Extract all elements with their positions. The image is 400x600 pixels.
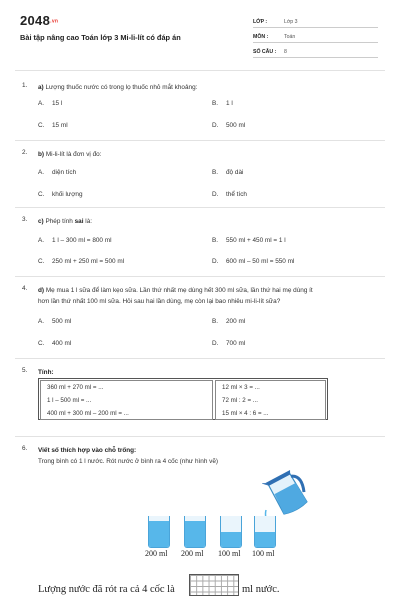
question-number: 6. (22, 445, 28, 452)
beaker-label: 100 ml (218, 549, 241, 558)
question-number: 3. (22, 216, 28, 223)
option-letter: B. (212, 100, 219, 107)
meta-row-class (253, 15, 378, 28)
option-b[interactable] (212, 318, 245, 325)
option-letter: C. (38, 191, 45, 198)
question-text (38, 285, 384, 307)
option-b[interactable] (212, 100, 233, 107)
question-desc: Trong bình có 1 l nước. Rót nước ở bình ra 4 cốc (như hình vẽ) (38, 458, 219, 465)
question-text (38, 445, 384, 467)
option-b[interactable] (212, 169, 243, 176)
question-title: Viết số thích hợp vào chỗ trống: (38, 447, 137, 454)
option-text: 15 l (52, 100, 63, 107)
option-text: thể tích (226, 191, 247, 198)
calculation-box (38, 378, 328, 420)
water-level (255, 532, 275, 548)
page-title: Bài tập nâng cao Toán lớp 3 Mi-li-lít có đáp án (20, 33, 181, 42)
question-text (38, 149, 384, 160)
option-text: 500 ml (52, 318, 72, 325)
answer-unit: ml nước. (242, 584, 280, 595)
option-letter: D. (212, 122, 219, 129)
water-level (149, 521, 169, 547)
calc-item: 1 l – 500 ml = ... (47, 397, 92, 404)
logo-main: 2048 (20, 13, 51, 28)
option-letter: A. (38, 237, 45, 244)
question-body-line2: hơn lần thứ nhất 100 ml sữa. Hỏi sau hai lần dùng, mẹ còn lại bao nhiêu mi-li-lít sữa? (38, 298, 281, 305)
divider (15, 276, 385, 277)
beaker-label: 100 ml (252, 549, 275, 558)
option-d[interactable] (212, 122, 245, 129)
divider (15, 207, 385, 208)
option-a[interactable] (38, 100, 62, 107)
option-letter: B. (212, 318, 219, 325)
question-number: 4. (22, 285, 28, 292)
question-body: Mi-li-lít là đơn vị đo: (45, 151, 102, 158)
option-b[interactable] (212, 237, 286, 244)
calc-item: 72 ml : 2 = ... (222, 397, 258, 404)
beaker-1 (148, 516, 170, 548)
option-c[interactable] (38, 122, 68, 129)
calc-item: 400 ml + 300 ml – 200 ml = ... (47, 410, 129, 417)
question-number: 5. (22, 367, 28, 374)
option-text: 500 ml (226, 122, 246, 129)
beaker-4 (254, 516, 276, 548)
option-text: diện tích (52, 169, 77, 176)
calc-item: 360 ml + 270 ml = ... (47, 384, 104, 391)
calc-item: 12 ml × 3 = ... (222, 384, 260, 391)
meta-key: SỐ CÂU : (253, 49, 277, 55)
option-text: 200 ml (226, 318, 246, 325)
logo-sub: .vn (50, 18, 59, 25)
option-a[interactable] (38, 169, 76, 176)
water-level (185, 521, 205, 547)
beaker-label: 200 ml (181, 549, 204, 558)
question-body: Phép tính (45, 218, 75, 225)
question-prefix: b) (38, 151, 45, 158)
beaker-label: 200 ml (145, 549, 168, 558)
meta-key: MÔN : (253, 34, 269, 40)
option-letter: A. (38, 169, 45, 176)
calc-column-left (40, 380, 213, 420)
option-letter: C. (38, 258, 45, 265)
option-text: 600 ml – 50 ml = 550 ml (226, 258, 295, 265)
option-d[interactable] (212, 258, 294, 265)
meta-row-count (253, 45, 378, 58)
answer-grid-box[interactable] (189, 574, 239, 596)
question-emphasis: sai (74, 218, 84, 225)
site-logo[interactable] (20, 13, 58, 28)
meta-value: 8 (284, 49, 287, 55)
meta-info (253, 15, 378, 60)
divider (15, 358, 385, 359)
water-level (221, 532, 241, 548)
option-text: khối lượng (52, 191, 83, 198)
option-letter: B. (212, 169, 219, 176)
option-letter: D. (212, 340, 219, 347)
option-c[interactable] (38, 340, 71, 347)
beaker-2 (184, 516, 206, 548)
meta-value: Toán (284, 34, 296, 40)
divider (15, 70, 385, 71)
divider (15, 140, 385, 141)
option-letter: D. (212, 191, 219, 198)
divider (15, 436, 385, 437)
option-c[interactable] (38, 191, 83, 198)
option-text: 15 ml (52, 122, 68, 129)
beaker-3 (220, 516, 242, 548)
calc-item: 15 ml × 4 : 6 = ... (222, 410, 269, 417)
question-body-end: là: (83, 218, 93, 225)
question-title: Tính: (38, 369, 54, 376)
option-d[interactable] (212, 340, 245, 347)
meta-value: Lớp 3 (284, 19, 298, 25)
meta-key: LỚP : (253, 19, 268, 25)
question-prefix: c) (38, 218, 44, 225)
option-text: 1 l – 300 ml = 800 ml (52, 237, 112, 244)
question-prefix: a) (38, 84, 44, 91)
question-text (38, 216, 384, 227)
beakers-row (140, 508, 290, 548)
question-text (38, 82, 384, 93)
option-text: 250 ml + 250 ml = 500 ml (52, 258, 125, 265)
option-text: 400 ml (52, 340, 72, 347)
option-text: 700 ml (226, 340, 246, 347)
question-text (38, 367, 384, 378)
calc-column-right (215, 380, 326, 420)
option-text: 550 ml + 450 ml = 1 l (226, 237, 286, 244)
option-text: độ dài (226, 169, 244, 176)
option-letter: C. (38, 340, 45, 347)
option-a[interactable] (38, 237, 112, 244)
option-letter: D. (212, 258, 219, 265)
option-letter: A. (38, 100, 45, 107)
question-body-line1: Mẹ mua 1 l sữa để làm kẹo sữa. Lần thứ nhất mẹ dùng hết 300 ml sữa, lần thứ hai mẹ dùng ít (45, 287, 313, 294)
question-prefix: d) (38, 287, 45, 294)
option-a[interactable] (38, 318, 71, 325)
question-number: 2. (22, 149, 28, 156)
option-text: 1 l (226, 100, 233, 107)
option-letter: C. (38, 122, 45, 129)
option-d[interactable] (212, 191, 247, 198)
meta-row-subject (253, 30, 378, 43)
question-number: 1. (22, 82, 28, 89)
answer-prompt: Lượng nước đã rót ra cả 4 cốc là (38, 584, 175, 595)
option-letter: A. (38, 318, 45, 325)
option-c[interactable] (38, 258, 124, 265)
option-letter: B. (212, 237, 219, 244)
question-body: Lượng thuốc nước có trong lọ thuốc nhỏ mắt khoảng: (45, 84, 198, 91)
header (0, 0, 400, 62)
